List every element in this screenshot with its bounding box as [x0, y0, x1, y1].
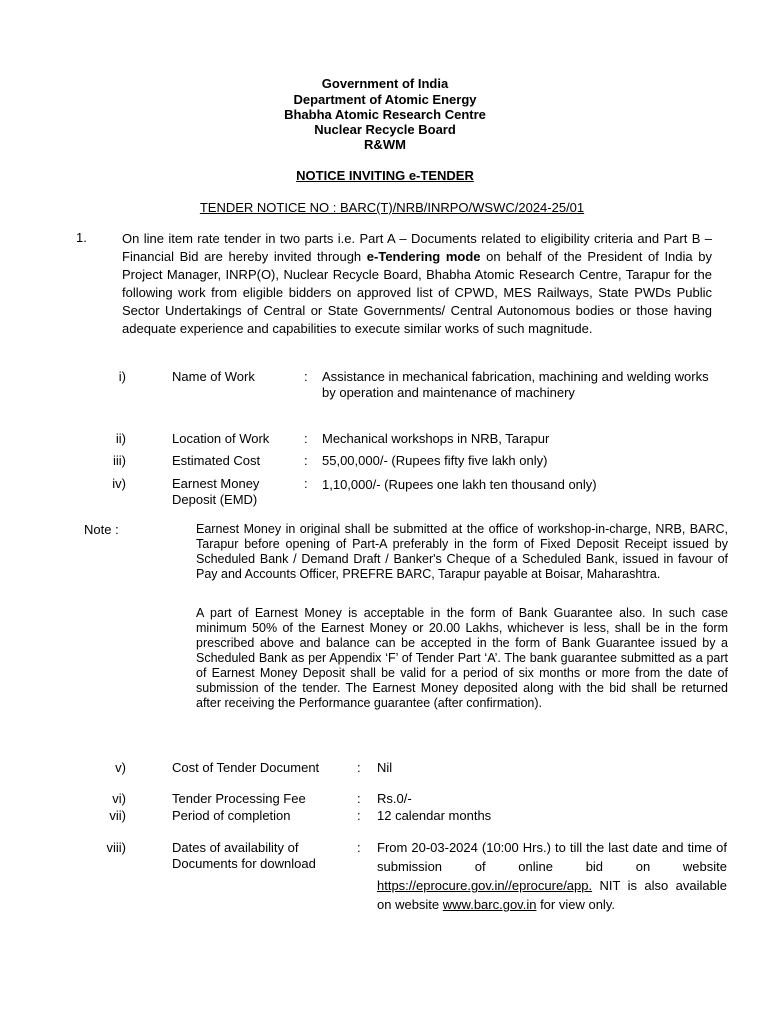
item-number: viii)	[106, 840, 126, 855]
intro-paragraph	[122, 230, 712, 338]
header-rwm: R&WM	[364, 137, 406, 152]
availability-text-end: for view only.	[536, 897, 615, 912]
intro-text-end: on behalf of the President of India by Project Manager, INRP(O), Nuclear Recycle Board, Bhabha Atomic Research Centre, Tarapur for the following work from eligible bidders on approved list of CPWD, MES Railways, State PWDs Public Sector Undertakings of Central or State Governments/ Central Autonomous bodies or those having adequate experience and capabilities to execute similar works of such magnitude.	[122, 249, 712, 336]
item-value: Mechanical workshops in NRB, Tarapur	[322, 431, 550, 446]
item-label: Location of Work	[172, 431, 270, 446]
item-number: v)	[115, 760, 126, 775]
item-label: Earnest Money Deposit (EMD)	[172, 476, 260, 507]
item-value: Nil	[377, 760, 393, 775]
item-colon: :	[304, 476, 308, 491]
item-value: 1,10,000/- (Rupees one lakh ten thousand only)	[322, 477, 597, 492]
item-label: Cost of Tender Document	[172, 760, 320, 775]
item-value: Assistance in mechanical fabrication, machining and welding works by operation and maintenance of machinery	[322, 369, 709, 400]
intro-text-start: On line item rate tender in two parts i.e. Part A – Documents related to eligibility criteria and Part B – Financial Bid are hereby invited through	[122, 231, 712, 264]
item-label: Estimated Cost	[172, 453, 261, 468]
item-number: ii)	[115, 431, 126, 446]
item-number: i)	[118, 369, 126, 384]
item-value: 12 calendar months	[377, 808, 492, 823]
note-paragraph-2: A part of Earnest Money is acceptable in the form of Bank Guarantee also. In such case minimum 50% of the Earnest Money or 20.00 Lakhs, whichever is less, shall be in the form prescribed above and balance can be accepted in the form of Bank Guarantee issued by a Scheduled Bank as per Appendix ‘F’ of Tender Part ‘A’. The bank guarantee submitted as a part of Earnest Money Deposit shall be valid for a period of six months or more from the date of submission of the tender. The Earnest Money deposited along with the bid shall be returned after receiving the Performance guarantee (after confirmation).	[196, 606, 728, 710]
availability-text: From 20-03-2024 (10:00 Hrs.) to till the last date and time of submission of online bid on website	[377, 840, 727, 874]
item-colon: :	[304, 431, 308, 446]
item-number: iii)	[113, 453, 126, 468]
item-label: Tender Processing Fee	[172, 791, 306, 806]
item-colon: :	[357, 840, 361, 855]
header-government: Government of India	[321, 76, 449, 91]
eprocure-link[interactable]: https://eprocure.gov.in//eprocure/app.	[377, 878, 593, 893]
item-label: Period of completion	[172, 808, 291, 823]
item-value: 55,00,000/- (Rupees fifty five lakh only)	[322, 453, 548, 468]
item-number: vii)	[109, 808, 126, 823]
para-number: 1.	[76, 230, 87, 245]
note-label: Note :	[84, 522, 119, 537]
item-colon: :	[357, 760, 361, 775]
barc-website-link[interactable]: www.barc.gov.in	[442, 897, 537, 912]
download-availability-value	[377, 838, 727, 914]
note-paragraph-1: Earnest Money in original shall be submitted at the office of workshop-in-charge, NRB, BARC, Tarapur before opening of Part-A preferably in the form of Fixed Deposit Receipt issued by Scheduled Bank / Demand Draft / Banker's Cheque of a Scheduled Bank, issued in favour of Pay and Accounts Officer, PREFRE BARC, Tarapur payable at Boisar, Maharashtra.	[196, 522, 728, 581]
item-label: Name of Work	[172, 369, 255, 384]
header-barc: Bhabha Atomic Research Centre	[284, 107, 486, 122]
header-nrb: Nuclear Recycle Board	[314, 122, 456, 137]
item-value: Rs.0/-	[377, 791, 412, 806]
intro-text-bold: e-Tendering mode	[366, 249, 481, 264]
item-label: Dates of availability of Documents for download	[172, 840, 316, 871]
availability-text-mid: NIT is also available on website	[377, 878, 727, 912]
tender-number: TENDER NOTICE NO : BARC(T)/NRB/INRPO/WSWC/2024-25/01	[199, 200, 585, 215]
item-number: vi)	[112, 791, 126, 806]
item-number: iv)	[112, 476, 126, 491]
item-colon: :	[357, 791, 361, 806]
item-colon: :	[304, 369, 308, 384]
notice-title: NOTICE INVITING e-TENDER	[296, 168, 474, 183]
item-colon: :	[304, 453, 308, 468]
header-department: Department of Atomic Energy	[293, 92, 477, 107]
item-colon: :	[357, 808, 361, 823]
